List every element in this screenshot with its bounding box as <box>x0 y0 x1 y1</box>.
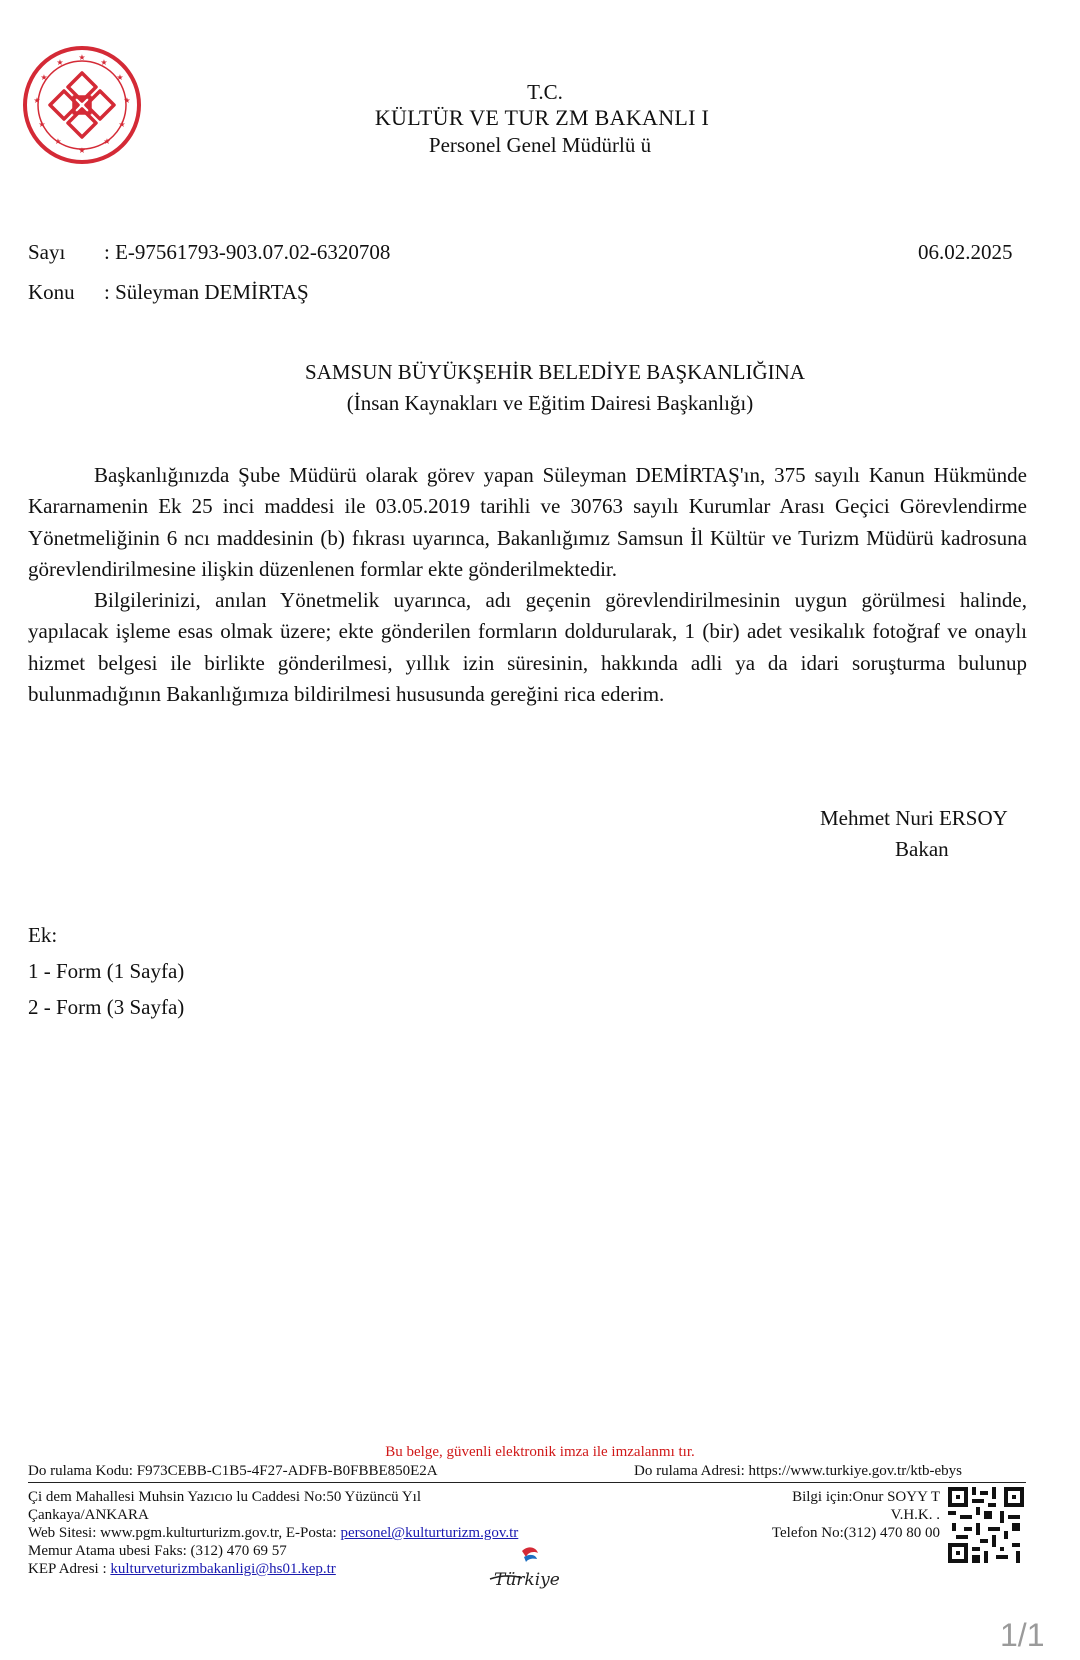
email-link[interactable]: personel@kulturturizm.gov.tr <box>340 1525 519 1541</box>
signature-block <box>780 803 1060 865</box>
footer-info-block <box>740 1488 940 1542</box>
attachment-item: 1 - Form (1 Sayfa) <box>28 959 185 983</box>
svg-text:★: ★ <box>116 73 124 82</box>
info-contact: Bilgi için:Onur SOYY T <box>792 1489 940 1505</box>
svg-text:★: ★ <box>54 137 62 146</box>
signer-name: Mehmet Nuri ERSOY <box>820 806 1008 830</box>
turkiye-logo <box>482 1545 574 1595</box>
svg-text:★: ★ <box>118 120 126 129</box>
sayi-label: Sayı <box>28 240 66 264</box>
info-vhk: V.H.K. . <box>890 1507 940 1523</box>
addressee-block <box>0 356 1080 418</box>
document-header <box>0 80 1080 159</box>
kep-prefix: KEP Adresi : <box>28 1561 111 1577</box>
footer-address-city: Çankaya/ANKARA <box>28 1507 149 1523</box>
svg-text:★: ★ <box>123 96 131 105</box>
konu-label: Konu <box>28 280 75 304</box>
qr-code <box>948 1487 1024 1563</box>
footer-divider <box>28 1482 1026 1483</box>
verify-code: Do rulama Kodu: F973CEBB-C1B5-4F27-ADFB-B0FBBE850E2A <box>28 1463 438 1479</box>
svg-text:★: ★ <box>103 137 111 146</box>
svg-text:★: ★ <box>38 120 46 129</box>
header-tc: T.C. <box>527 80 563 104</box>
addressee-title: SAMSUN BÜYÜKŞEHİR BELEDİYE BAŞKANLIĞINA <box>305 360 805 384</box>
page-indicator: 1/1 <box>1000 1617 1045 1653</box>
info-phone: Telefon No:(312) 470 80 00 <box>771 1525 940 1541</box>
document-date: 06.02.2025 <box>918 240 1013 264</box>
svg-text:★: ★ <box>40 73 48 82</box>
addressee-department: (İnsan Kaynakları ve Eğitim Dairesi Başkanlığı) <box>346 391 754 415</box>
body-paragraph-1: Başkanlığınızda Şube Müdürü olarak görev yapan Süleyman DEMİRTAŞ'ın, 375 sayılı Kanun Hükmünde Kararnamenin Ek 25 inci maddesi ile 03.05.2019 tarihli ve 30763 sayılı Kurumlar Arası Geçici Görevlendirme Yönetmeliğinin 6 ncı maddesinin (b) fıkrası uyarınca, Bakanlığımız Samsun İl Kültür ve Turizm Müdürü kadrosuna görevlendirilmesine ilişkin düzenlenen formlar ekte gönderilmektedir. <box>28 463 1027 581</box>
footer-contact-block <box>28 1488 718 1578</box>
web-prefix: Web Sitesi: www.pgm.kulturturizm.gov.tr, E-Posta: <box>28 1525 341 1541</box>
attachment-item: 2 - Form (3 Sayfa) <box>28 995 185 1019</box>
header-ministry: KÜLTÜR VE TUR ZM BAKANLI I <box>374 105 710 130</box>
attachments-label: Ek: <box>28 923 58 947</box>
header-directorate: Personel Genel Müdürlü ü <box>428 133 652 157</box>
body-paragraph-2: Bilgilerinizi, anılan Yönetmelik uyarınca, adı geçenin görevlendirilmesinin uygun görülmesi halinde, yapılacak işleme esas olmak üzere; ekte gönderilen formların doldurularak, 1 (bir) adet vesikalık fotoğraf ve onaylı hizmet belgesi ile birlikte gönderilmesi, yıllık izin süresinin, hakkında adli ya da idari soruşturma bulunup bulunmadığının Bakanlığımıza bildirilmesi hususunda gereğini rica ederim. <box>28 588 1027 707</box>
footer-kep-line <box>28 1560 718 1578</box>
svg-text:★: ★ <box>33 96 41 105</box>
verify-address: Do rulama Adresi: https://www.turkiye.gov.tr/ktb-ebys <box>634 1463 963 1479</box>
sayi-value: : E-97561793-903.07.02-6320708 <box>104 240 391 264</box>
signer-title: Bakan <box>895 837 949 861</box>
svg-text:★: ★ <box>100 58 108 67</box>
kep-link[interactable]: kulturveturizmbakanligi@hs01.kep.tr <box>110 1561 336 1577</box>
attachments-list <box>28 917 184 1025</box>
footer-fax: Memur Atama ubesi Faks: (312) 470 69 57 <box>28 1543 287 1559</box>
turkiye-logo-text: Türkiye <box>494 1570 560 1590</box>
footer-web-line <box>28 1524 718 1542</box>
svg-text:★: ★ <box>78 53 86 62</box>
svg-text:★: ★ <box>78 146 86 155</box>
svg-text:★: ★ <box>56 58 64 67</box>
esign-note: Bu belge, güvenli elektronik imza ile imzalanmı tır. <box>385 1444 695 1460</box>
letter-body <box>28 460 1027 710</box>
footer-address-line: Çi dem Mahallesi Muhsin Yazıcıo lu Caddesi No:50 Yüzüncü Yıl <box>28 1489 422 1505</box>
konu-value: : Süleyman DEMİRTAŞ <box>104 280 309 304</box>
